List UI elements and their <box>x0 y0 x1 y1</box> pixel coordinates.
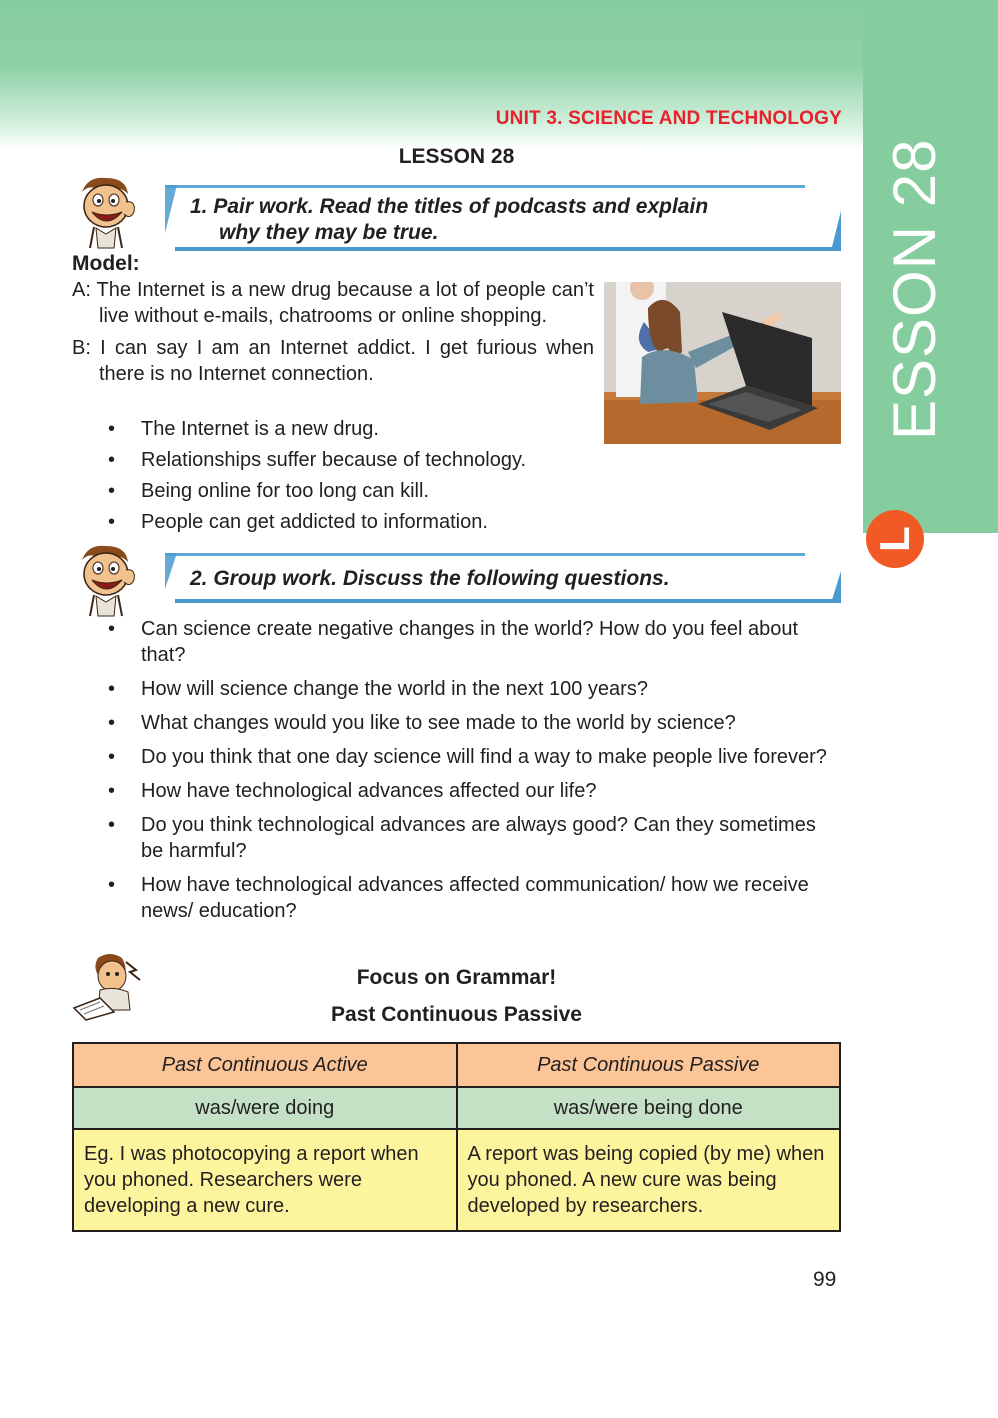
list-item: • What changes would you like to see made to the world by science? <box>108 710 838 736</box>
boy-mascot-icon <box>70 172 140 250</box>
grammar-focus-title: Focus on Grammar! <box>356 966 557 989</box>
model-label: Model: <box>72 252 140 275</box>
table-row <box>73 1043 840 1087</box>
table-cell: was/were being done <box>457 1087 841 1129</box>
lesson-title: LESSON 28 <box>398 145 515 168</box>
task1-title: 1. Pair work. Read the titles of podcasts and explain why they may be true. <box>190 195 709 244</box>
table-row <box>73 1129 840 1231</box>
list-item: • Can science create negative changes in the world? How do you feel about that? <box>108 616 838 668</box>
list-item: • Do you think that one day science will find a way to make people live forever? <box>108 744 838 770</box>
table-cell: A report was being copied (by me) when you phoned. A new cure was being developed by researchers. <box>457 1129 841 1231</box>
model-dialogue <box>72 277 594 387</box>
page-number: 99 <box>813 1268 837 1291</box>
list-item: • People can get addicted to information. <box>108 509 526 535</box>
list-item: • The Internet is a new drug. <box>108 416 526 442</box>
task2-bullet-list <box>108 616 838 924</box>
table-header-cell: Past Continuous Passive <box>457 1043 841 1087</box>
grammar-table <box>72 1042 841 1232</box>
list-item: • How have technological advances affected our life? <box>108 778 838 804</box>
dialogue-line-a: A: The Internet is a new drug because a lot of people can’t live without e-mails, chatrooms or online shopping. <box>72 279 594 327</box>
side-lesson-letter: L <box>866 510 924 568</box>
boy-mascot-icon <box>70 540 140 618</box>
task2-title: 2. Group work. Discuss the following questions. <box>190 567 670 590</box>
grammar-subtitle: Past Continuous Passive <box>331 1003 582 1026</box>
list-item: • Relationships suffer because of technology. <box>108 447 526 473</box>
list-item: • Being online for too long can kill. <box>108 478 526 504</box>
dialogue-line-b: B: I can say I am an Internet addict. I get furious when there is no Internet connection. <box>72 337 594 385</box>
table-header-cell: Past Continuous Active <box>73 1043 457 1087</box>
internet-addict-photo <box>604 282 841 444</box>
side-lesson-text: ESSON 28 <box>881 138 948 440</box>
table-cell: Eg. I was photocopying a report when you phoned. Researchers were developing a new cure. <box>73 1129 457 1231</box>
table-row <box>73 1087 840 1129</box>
list-item: • Do you think technological advances are always good? Can they sometimes be harmful? <box>108 812 838 864</box>
table-cell: was/were doing <box>73 1087 457 1129</box>
list-item: • How have technological advances affected communication/ how we receive news/ education? <box>108 872 838 924</box>
list-item: • How will science change the world in the next 100 years? <box>108 676 838 702</box>
unit-title: UNIT 3. SCIENCE AND TECHNOLOGY <box>495 108 842 129</box>
task1-bullet-list <box>108 416 526 535</box>
